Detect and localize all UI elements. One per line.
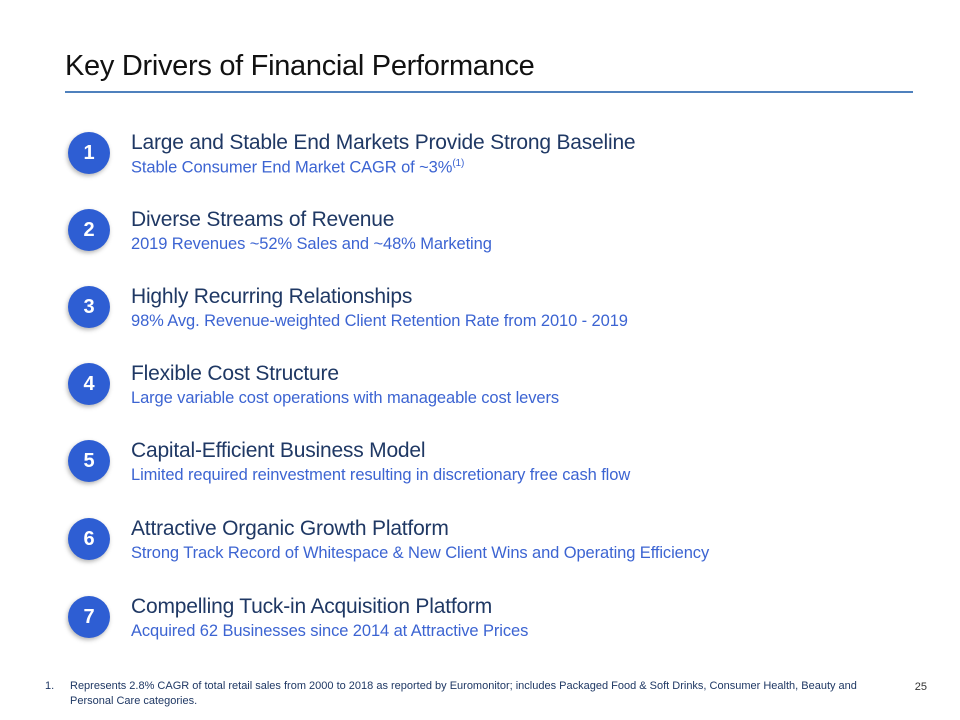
footnote-reference: (1) xyxy=(452,158,465,170)
driver-row-7 xyxy=(68,594,528,643)
page-number: 25 xyxy=(914,681,927,693)
footnote-text xyxy=(70,679,885,709)
driver-subtitle: Acquired 62 Businesses since 2014 at Attractive Prices xyxy=(131,622,529,641)
driver-text xyxy=(131,284,628,333)
driver-subtitle: Large variable cost operations with manageable cost levers xyxy=(131,389,560,408)
driver-text xyxy=(131,207,492,256)
title-underline xyxy=(65,50,913,93)
driver-title: Attractive Organic Growth Platform xyxy=(131,517,449,540)
footnote-line-2: Personal Care categories. xyxy=(70,694,198,707)
driver-title: Diverse Streams of Revenue xyxy=(131,208,395,231)
driver-text xyxy=(131,594,528,643)
driver-subtitle: Limited required reinvestment resulting in discretionary free cash flow xyxy=(131,466,631,485)
driver-text xyxy=(131,516,709,565)
number-badge: 6 xyxy=(68,518,110,560)
driver-row-3 xyxy=(68,284,628,333)
driver-row-2 xyxy=(68,207,492,256)
number-badge: 1 xyxy=(68,132,110,174)
number-badge: 4 xyxy=(68,363,110,405)
driver-text xyxy=(131,130,635,179)
driver-subtitle-text: Stable Consumer End Market CAGR of ~3% xyxy=(131,158,453,177)
driver-row-4 xyxy=(68,361,559,410)
number-badge: 5 xyxy=(68,440,110,482)
number-badge: 7 xyxy=(68,596,110,638)
driver-subtitle: Strong Track Record of Whitespace & New Client Wins and Operating Efficiency xyxy=(131,544,710,563)
page-title: Key Drivers of Financial Performance xyxy=(65,50,535,82)
driver-title: Large and Stable End Markets Provide Strong Baseline xyxy=(131,131,636,154)
driver-row-6 xyxy=(68,516,709,565)
driver-text xyxy=(131,361,559,410)
driver-title: Compelling Tuck-in Acquisition Platform xyxy=(131,595,493,618)
driver-subtitle xyxy=(131,157,635,179)
driver-title: Highly Recurring Relationships xyxy=(131,285,413,308)
footnote-marker: 1. xyxy=(45,680,55,692)
footnote xyxy=(45,679,885,709)
driver-row-1 xyxy=(68,130,635,179)
number-badge: 2 xyxy=(68,209,110,251)
footnote-line-1: Represents 2.8% CAGR of total retail sales from 2000 to 2018 as reported by Euromonitor; includes Packaged Food & Soft Drinks, Consumer Health, Beauty and xyxy=(70,680,857,692)
driver-subtitle: 98% Avg. Revenue-weighted Client Retention Rate from 2010 - 2019 xyxy=(131,312,628,331)
driver-text xyxy=(131,438,630,487)
driver-subtitle: 2019 Revenues ~52% Sales and ~48% Marketing xyxy=(131,235,492,254)
number-badge: 3 xyxy=(68,286,110,328)
driver-title: Flexible Cost Structure xyxy=(131,362,339,385)
driver-row-5 xyxy=(68,438,630,487)
driver-title: Capital-Efficient Business Model xyxy=(131,439,426,462)
